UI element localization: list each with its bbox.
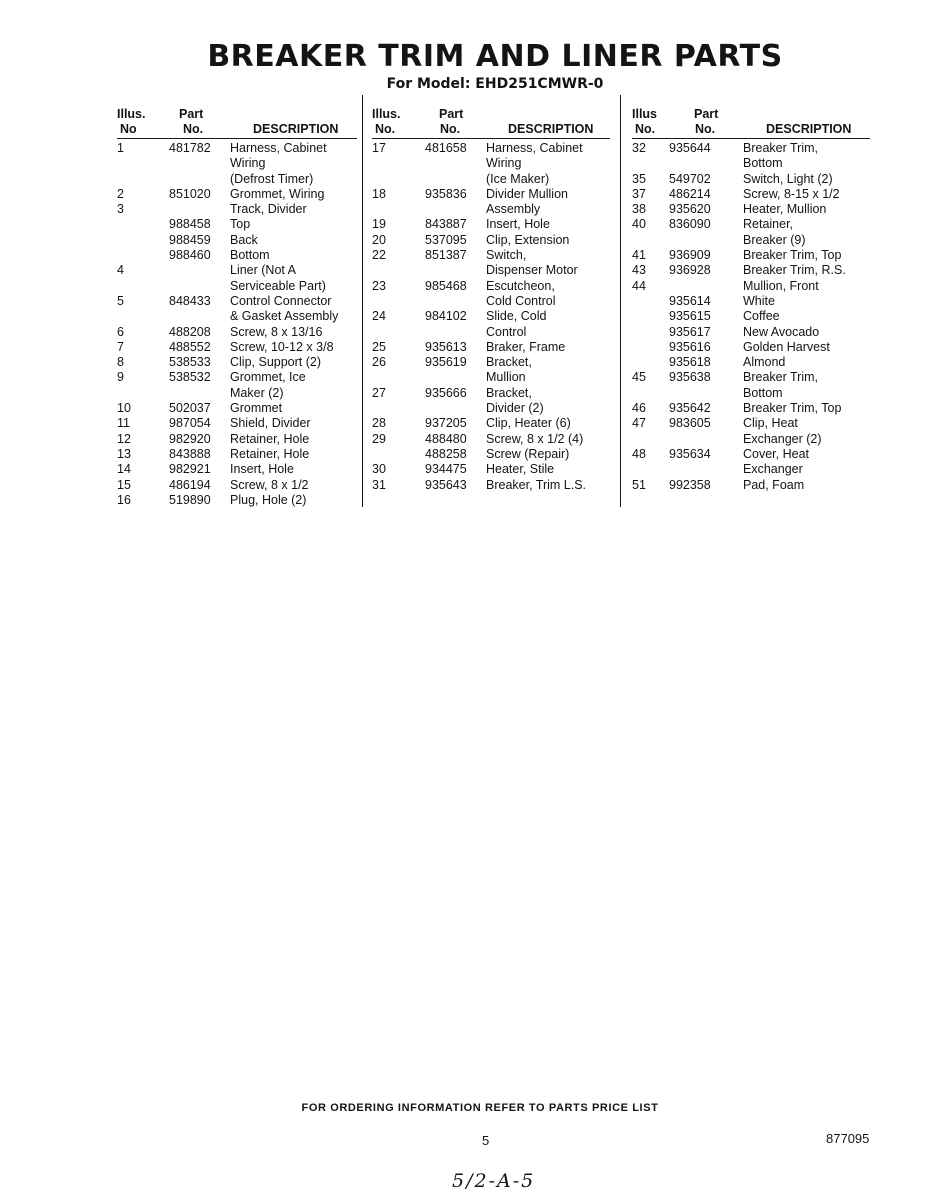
part-description: Retainer, Hole (230, 446, 310, 461)
table-row (632, 462, 870, 477)
table-row (632, 279, 870, 294)
column-divider (620, 95, 621, 507)
table-row (372, 325, 610, 340)
header-part: Part (439, 107, 464, 121)
handwritten-note: 5/2-A-5 (452, 1170, 536, 1192)
part-number: 843888 (169, 446, 211, 461)
part-description: New Avocado (743, 324, 820, 339)
table-row (117, 401, 357, 416)
illus-number: 20 (372, 232, 386, 247)
table-row (117, 325, 357, 340)
illus-number: 45 (632, 370, 646, 385)
part-description: Top (230, 217, 251, 232)
part-description: Grommet, Wiring (230, 186, 325, 201)
part-number: 488552 (169, 339, 211, 354)
illus-number: 29 (372, 431, 386, 446)
illus-number: 41 (632, 248, 646, 263)
part-number: 936909 (669, 248, 711, 263)
illus-number: 37 (632, 186, 646, 201)
part-number: 936928 (669, 263, 711, 278)
part-description: Insert, Hole (230, 462, 294, 477)
table-row (372, 309, 610, 324)
illus-number: 16 (117, 492, 131, 507)
part-number: 537095 (425, 232, 467, 247)
part-description: Slide, Cold (486, 309, 547, 324)
part-description: Back (230, 232, 258, 247)
table-row (632, 478, 870, 493)
table-row (372, 401, 610, 416)
column-header (632, 104, 870, 139)
header-illus-no: No (120, 122, 137, 136)
part-description: Assembly (486, 202, 541, 217)
part-description: Control Connector (230, 293, 332, 308)
table-row (632, 263, 870, 278)
header-description: DESCRIPTION (253, 122, 339, 136)
illus-number: 51 (632, 477, 646, 492)
table-row (632, 370, 870, 385)
part-description: Screw, 8 x 13/16 (230, 324, 323, 339)
part-number: 935619 (425, 355, 467, 370)
illus-number: 3 (117, 202, 124, 217)
header-part-no: No. (440, 122, 461, 136)
part-description: Bottom (743, 385, 783, 400)
part-description: Coffee (743, 309, 780, 324)
column-header (372, 104, 610, 139)
part-description: Control (486, 324, 527, 339)
part-number: 935836 (425, 186, 467, 201)
table-row (372, 447, 610, 462)
table-row (372, 370, 610, 385)
illus-number: 23 (372, 278, 386, 293)
table-row (372, 432, 610, 447)
part-description: Screw (Repair) (486, 446, 570, 461)
part-description: Insert, Hole (486, 217, 550, 232)
part-description: Grommet, Ice (230, 370, 306, 385)
illus-number: 4 (117, 263, 124, 278)
part-description: Mullion (486, 370, 526, 385)
table-row (632, 309, 870, 324)
part-number: 982921 (169, 462, 211, 477)
table-row (632, 432, 870, 447)
part-number: 935618 (669, 355, 711, 370)
part-number: 984102 (425, 309, 467, 324)
table-row (372, 141, 610, 156)
table-row (632, 355, 870, 370)
table-row (632, 202, 870, 217)
table-row (117, 432, 357, 447)
part-description: White (743, 293, 775, 308)
table-row (117, 172, 357, 187)
illus-number: 38 (632, 202, 646, 217)
table-row (117, 447, 357, 462)
illus-number: 10 (117, 401, 131, 416)
part-description: Heater, Stile (486, 462, 555, 477)
part-description: Breaker (9) (743, 232, 806, 247)
part-description: (Defrost Timer) (230, 171, 314, 186)
illus-number: 31 (372, 477, 386, 492)
part-number: 538533 (169, 355, 211, 370)
illus-number: 8 (117, 355, 124, 370)
part-description: Clip, Heat (743, 416, 798, 431)
illus-number: 40 (632, 217, 646, 232)
part-number: 934475 (425, 462, 467, 477)
part-description: Clip, Extension (486, 232, 570, 247)
part-description: Breaker Trim, Top (743, 401, 842, 416)
table-row (117, 416, 357, 431)
part-number: 481782 (169, 141, 211, 155)
table-row (372, 279, 610, 294)
table-row (372, 248, 610, 263)
part-number: 937205 (425, 416, 467, 431)
parts-column-3 (632, 104, 870, 493)
table-row (117, 156, 357, 171)
part-description: Bracket, (486, 355, 532, 370)
table-row (632, 447, 870, 462)
header-illus: Illus (632, 107, 658, 121)
header-part: Part (179, 107, 204, 121)
document-number: 877095 (826, 1131, 870, 1146)
table-row (372, 340, 610, 355)
part-description: Exchanger (2) (743, 431, 822, 446)
table-row (372, 187, 610, 202)
part-number: 848433 (169, 293, 211, 308)
part-number: 935614 (669, 293, 711, 308)
part-number: 502037 (169, 401, 211, 416)
part-description: Screw, 8 x 1/2 (4) (486, 431, 584, 446)
part-description: Wiring (230, 156, 266, 171)
part-description: Harness, Cabinet (486, 141, 583, 155)
table-row (372, 202, 610, 217)
table-row (117, 462, 357, 477)
parts-column-1 (117, 104, 357, 508)
table-row (372, 217, 610, 232)
table-row (372, 355, 610, 370)
part-number: 836090 (669, 217, 711, 232)
table-row (117, 386, 357, 401)
illus-number: 13 (117, 446, 131, 461)
header-illus-no: No. (375, 122, 396, 136)
table-row (632, 217, 870, 232)
part-number: 519890 (169, 492, 211, 507)
part-number: 488480 (425, 431, 467, 446)
ordering-footer: FOR ORDERING INFORMATION REFER TO PARTS PRICE LIST (301, 1102, 659, 1114)
part-description: Screw, 8-15 x 1/2 (743, 186, 840, 201)
parts-column-2 (372, 104, 610, 493)
part-description: Maker (2) (230, 385, 284, 400)
table-row (372, 156, 610, 171)
part-description: Almond (743, 355, 786, 370)
table-row (117, 233, 357, 248)
part-description: Breaker Trim, R.S. (743, 263, 846, 278)
part-description: Golden Harvest (743, 339, 830, 354)
illus-number: 48 (632, 446, 646, 461)
part-number: 488258 (425, 446, 467, 461)
part-number: 488208 (169, 324, 211, 339)
part-number: 985468 (425, 278, 467, 293)
illus-number: 6 (117, 324, 124, 339)
illus-number: 7 (117, 339, 124, 354)
page-number: 5 (482, 1133, 490, 1148)
part-description: Pad, Foam (743, 477, 805, 492)
column-divider (362, 95, 363, 507)
illus-number: 11 (117, 416, 130, 431)
part-number: 935666 (425, 385, 467, 400)
part-number: 486194 (169, 477, 211, 492)
illus-number: 24 (372, 309, 386, 324)
parts-list (372, 141, 610, 493)
part-number: 935616 (669, 339, 711, 354)
part-description: (Ice Maker) (486, 171, 550, 186)
part-number: 935617 (669, 324, 711, 339)
column-header (117, 104, 357, 139)
table-row (632, 340, 870, 355)
part-description: Liner (Not A (230, 263, 297, 278)
part-description: Cover, Heat (743, 446, 810, 461)
illus-number: 17 (372, 141, 386, 155)
illus-number: 15 (117, 477, 131, 492)
table-row (372, 294, 610, 309)
illus-number: 32 (632, 141, 646, 155)
part-description: & Gasket Assembly (230, 309, 339, 324)
table-row (372, 172, 610, 187)
table-row (632, 233, 870, 248)
header-part-no: No. (183, 122, 204, 136)
part-description: Bottom (230, 248, 270, 263)
part-number: 935638 (669, 370, 711, 385)
table-row (632, 141, 870, 156)
part-description: Breaker, Trim L.S. (486, 477, 587, 492)
table-row (372, 478, 610, 493)
illus-number: 2 (117, 186, 124, 201)
table-row (117, 478, 357, 493)
part-description: Clip, Heater (6) (486, 416, 571, 431)
part-number: 987054 (169, 416, 211, 431)
table-row (117, 294, 357, 309)
part-number: 486214 (669, 186, 711, 201)
illus-number: 12 (117, 431, 131, 446)
table-row (117, 263, 357, 278)
table-row (117, 217, 357, 232)
model-subtitle: For Model: EHD251CMWR-0 (386, 76, 604, 92)
table-row (117, 340, 357, 355)
part-number: 935634 (669, 446, 711, 461)
illus-number: 22 (372, 248, 386, 263)
illus-number: 25 (372, 339, 386, 354)
part-description: Braker, Frame (486, 339, 566, 354)
illus-number: 18 (372, 186, 386, 201)
part-number: 843887 (425, 217, 467, 232)
table-row (632, 416, 870, 431)
table-row (632, 401, 870, 416)
table-row (632, 172, 870, 187)
header-description: DESCRIPTION (508, 122, 594, 136)
part-description: Dispenser Motor (486, 263, 578, 278)
table-row (632, 294, 870, 309)
part-number: 935615 (669, 309, 711, 324)
part-description: Breaker Trim, (743, 141, 819, 155)
part-description: Clip, Support (2) (230, 355, 322, 370)
illus-number: 47 (632, 416, 646, 431)
header-illus: Illus. (117, 107, 146, 121)
part-description: Heater, Mullion (743, 202, 827, 217)
part-description: Screw, 10-12 x 3/8 (230, 339, 334, 354)
part-description: Exchanger (743, 462, 803, 477)
part-number: 983605 (669, 416, 711, 431)
part-description: Wiring (486, 156, 522, 171)
table-row (117, 202, 357, 217)
part-description: Bottom (743, 156, 783, 171)
part-number: 935642 (669, 401, 711, 416)
illus-number: 30 (372, 462, 386, 477)
table-row (117, 309, 357, 324)
table-row (632, 156, 870, 171)
illus-number: 14 (117, 462, 131, 477)
part-description: Breaker Trim, (743, 370, 819, 385)
part-description: Serviceable Part) (230, 278, 326, 293)
table-row (117, 141, 357, 156)
part-description: Divider Mullion (486, 186, 568, 201)
illus-number: 27 (372, 385, 386, 400)
table-row (372, 263, 610, 278)
table-row (372, 462, 610, 477)
part-description: Bracket, (486, 385, 532, 400)
part-description: Escutcheon, (486, 278, 555, 293)
header-part: Part (694, 107, 719, 121)
parts-list (117, 141, 357, 508)
table-row (117, 279, 357, 294)
part-number: 935644 (669, 141, 711, 155)
illus-number: 44 (632, 278, 646, 293)
illus-number: 28 (372, 416, 386, 431)
part-number: 851020 (169, 186, 211, 201)
table-row (117, 355, 357, 370)
part-number: 851387 (425, 248, 467, 263)
header-description: DESCRIPTION (766, 122, 852, 136)
part-description: Track, Divider (230, 202, 307, 217)
illus-number: 35 (632, 171, 646, 186)
illus-number: 1 (117, 141, 124, 155)
part-description: Plug, Hole (2) (230, 492, 307, 507)
page-title: BREAKER TRIM AND LINER PARTS (207, 39, 783, 74)
illus-number: 5 (117, 293, 124, 308)
part-description: Shield, Divider (230, 416, 311, 431)
illus-number: 26 (372, 355, 386, 370)
illus-number: 19 (372, 217, 386, 232)
part-description: Mullion, Front (743, 278, 819, 293)
table-row (632, 248, 870, 263)
header-illus: Illus. (372, 107, 401, 121)
illus-number: 9 (117, 370, 124, 385)
table-row (117, 187, 357, 202)
table-row (632, 187, 870, 202)
part-description: Cold Control (486, 293, 556, 308)
part-description: Retainer, (743, 217, 794, 232)
part-number: 481658 (425, 141, 467, 155)
table-row (372, 233, 610, 248)
header-illus-no: No. (635, 122, 656, 136)
part-description: Screw, 8 x 1/2 (230, 477, 309, 492)
part-description: Switch, (486, 248, 527, 263)
table-row (372, 386, 610, 401)
part-description: Grommet (230, 401, 283, 416)
part-number: 549702 (669, 171, 711, 186)
part-number: 982920 (169, 431, 211, 446)
part-number: 992358 (669, 477, 711, 492)
parts-list (632, 141, 870, 493)
part-number: 935620 (669, 202, 711, 217)
part-description: Breaker Trim, Top (743, 248, 842, 263)
part-number: 988458 (169, 217, 211, 232)
table-row (372, 416, 610, 431)
part-description: Retainer, Hole (230, 431, 310, 446)
part-number: 935643 (425, 477, 467, 492)
part-number: 988459 (169, 232, 211, 247)
part-number: 538532 (169, 370, 211, 385)
part-number: 988460 (169, 248, 211, 263)
illus-number: 43 (632, 263, 646, 278)
part-description: Divider (2) (486, 401, 544, 416)
part-description: Switch, Light (2) (743, 171, 833, 186)
part-number: 935613 (425, 339, 467, 354)
table-row (632, 325, 870, 340)
table-row (632, 386, 870, 401)
table-row (117, 370, 357, 385)
header-part-no: No. (695, 122, 716, 136)
illus-number: 46 (632, 401, 646, 416)
table-row (117, 248, 357, 263)
part-description: Harness, Cabinet (230, 141, 327, 155)
table-row (117, 493, 357, 508)
